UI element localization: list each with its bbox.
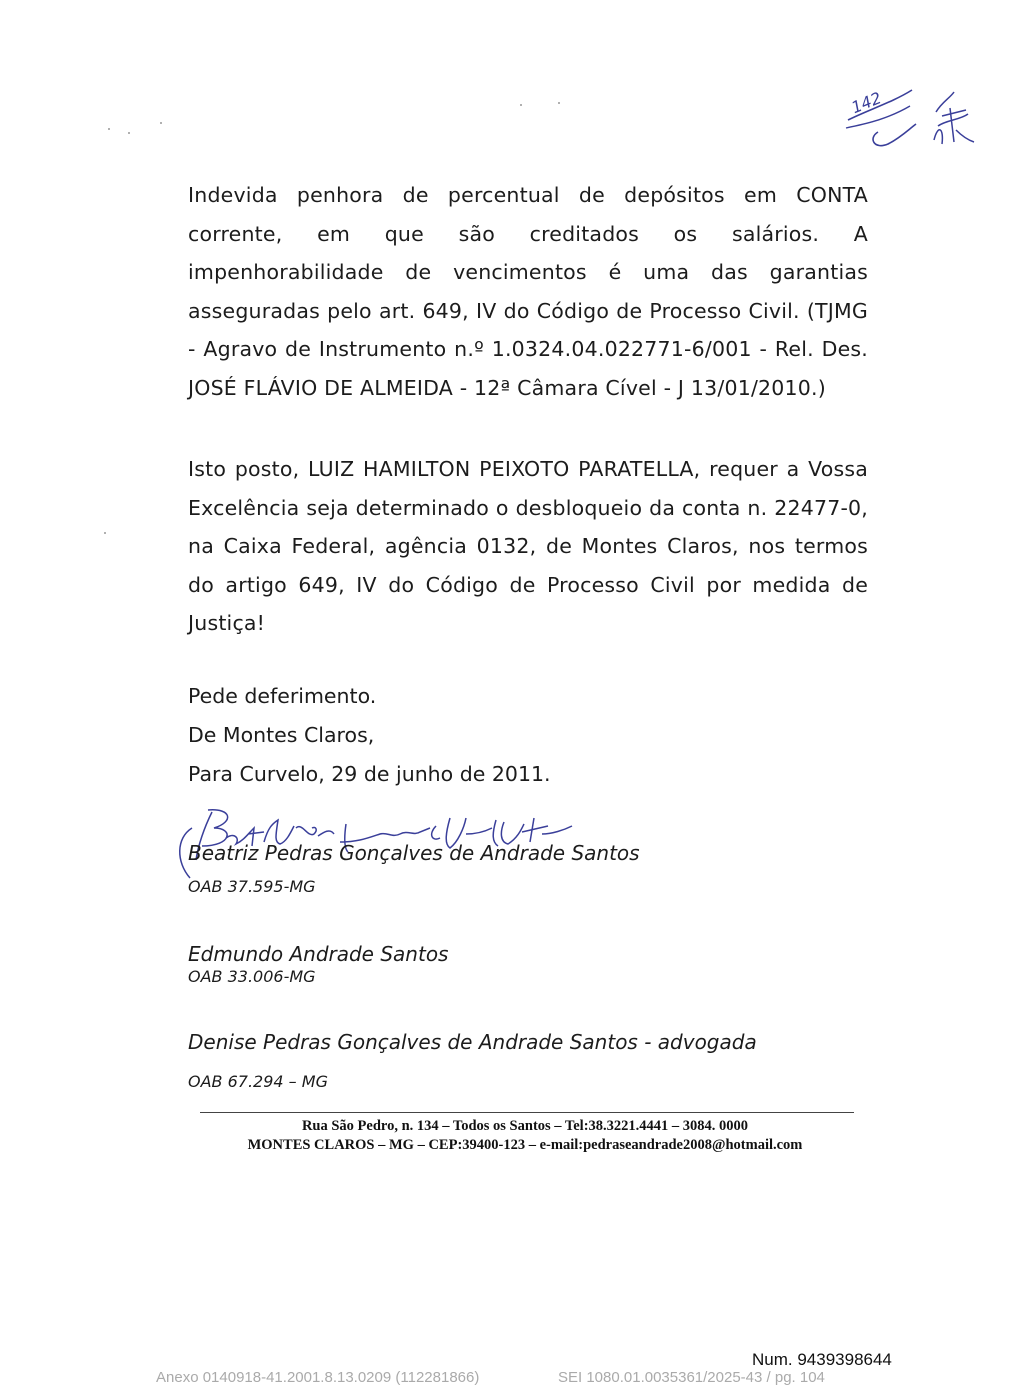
scan-speck (558, 102, 560, 104)
closing-line-origin: De Montes Claros, (188, 723, 375, 747)
scan-speck (108, 128, 110, 130)
footer-divider (200, 1112, 854, 1113)
footer-address: Rua São Pedro, n. 134 – Todos os Santos – Tel:38.3221.4441 – 3084. 0000 (301, 1118, 749, 1134)
lawyer-3-oab: OAB 67.294 – MG (188, 1072, 328, 1091)
lawyer-1-oab: OAB 37.595-MG (188, 877, 316, 896)
lawyer-2-oab: OAB 33.006-MG (188, 967, 316, 986)
stamp-number: 142 (848, 88, 885, 118)
request-paragraph: Isto posto, LUIZ HAMILTON PEIXOTO PARATELLA, requer a Vossa Excelência seja determinado o desbloqueio da conta n. 22477-0, na Caixa Federal, agência 0132, de Montes Claros, nos termos do artigo 649, IV do Código de Processo Civil por medida de Justiça! (188, 457, 868, 635)
closing-line-date: Para Curvelo, 29 de junho de 2011. (188, 762, 551, 786)
scan-speck (104, 532, 106, 534)
scan-speck (160, 122, 162, 124)
footer-city-email: MONTES CLAROS – MG – CEP:39400-123 – e-mail:pedraseandrade2008@hotmail.com (247, 1137, 803, 1153)
closing-line-request: Pede deferimento. (188, 684, 377, 708)
lawyer-2-name: Edmundo Andrade Santos (188, 942, 449, 966)
closing-block (188, 677, 551, 794)
lawyer-1-name: Beatriz Pedras Gonçalves de Andrade Santos (188, 841, 640, 865)
jurisprudence-paragraph: Indevida penhora de percentual de depósitos em CONTA corrente, em que são creditados os salários. A impenhorabilidade de vencimentos é uma das garantias asseguradas pelo art. 649, IV do Código de Processo Civil. (TJMG - Agravo de Instrumento n.º 1.0324.04.022771-6/001 - Rel. Des. JOSÉ FLÁVIO DE ALMEIDA - 12ª Câmara Cível - J 13/01/2010.) (188, 183, 868, 400)
lawyer-3-name: Denise Pedras Gonçalves de Andrade Santos - advogada (188, 1030, 757, 1054)
scan-speck (520, 104, 522, 106)
document-number: Num. 9439398644 (752, 1350, 892, 1369)
scan-speck (128, 132, 130, 134)
handwritten-page-stamp (838, 80, 988, 160)
sei-reference: SEI 1080.01.0035361/2025-43 / pg. 104 (558, 1369, 825, 1386)
annex-reference: Anexo 0140918-41.2001.8.13.0209 (112281866) (156, 1369, 480, 1386)
